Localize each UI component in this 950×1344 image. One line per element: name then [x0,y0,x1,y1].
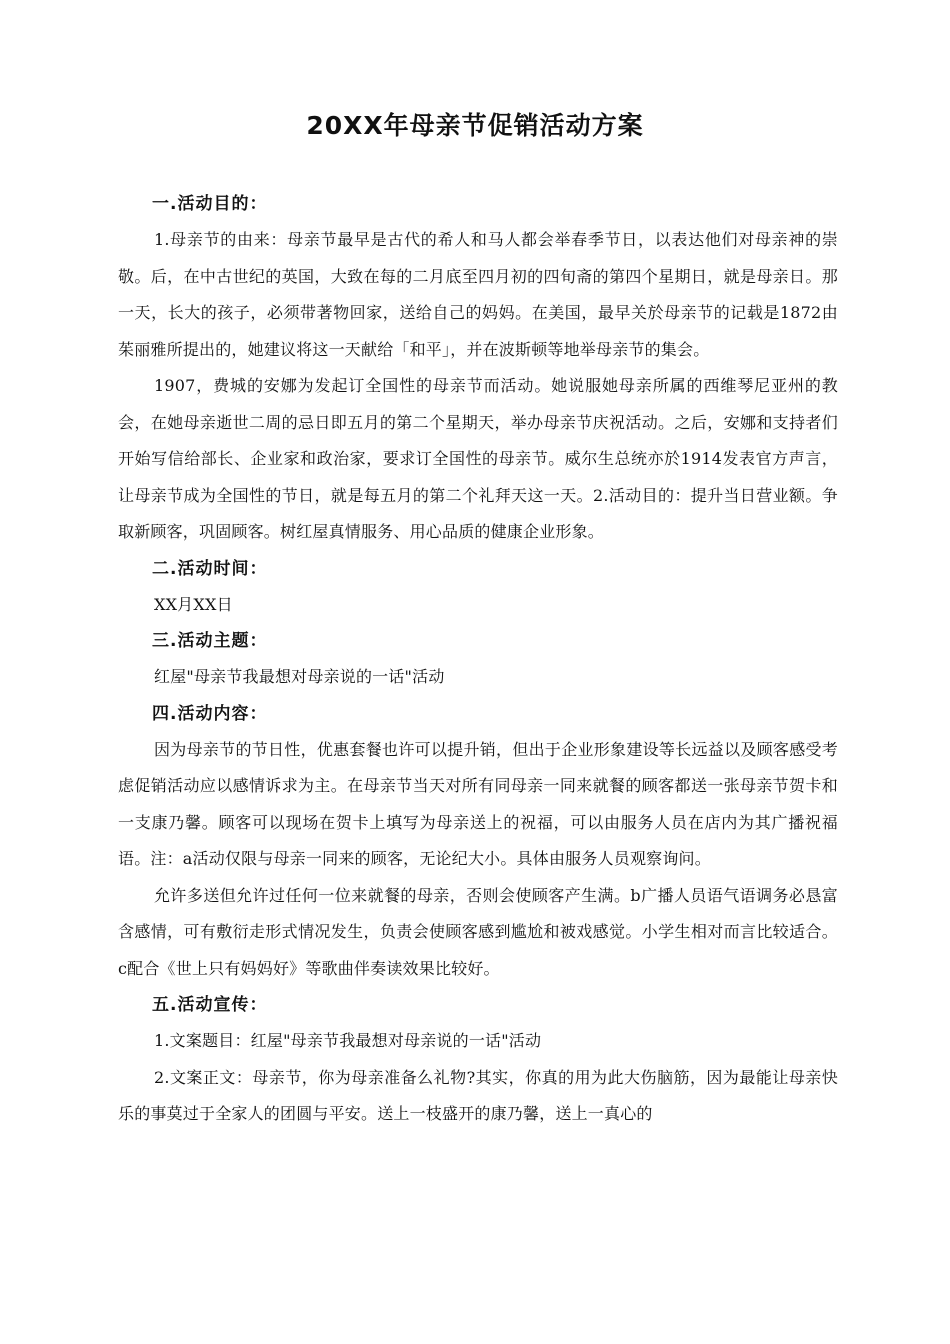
section-content [118,696,838,988]
document-title: 20XX年母亲节促销活动方案 [306,111,644,140]
section-heading: 三.活动主题： [152,631,268,651]
section-promotion [118,987,838,1133]
paragraph: 1907，费城的安娜为发起订全国性的母亲节而活动。她说服她母亲所属的西维琴尼亚州的教会，在她母亲逝世二周的忌日即五月的第二个星期天，举办母亲节庆祝活动。之后，安娜和支持者们开始写信给部长、企业家和政治家，要求订全国性的母亲节。威尔生总统亦於1914发表官方声言，让母亲节成为全国性的节日，就是每五月的第二个礼拜天这一天。2.活动目的：提升当日营业额。争取新顾客，巩固顾客。树红屋真情服务、用心品质的健康企业形象。 [118,376,838,541]
section-heading: 二.活动时间： [152,558,268,579]
paragraph: 红屋"母亲节我最想对母亲说的一话"活动 [154,667,445,686]
section-theme [118,623,838,696]
paragraph: 1.文案题目：红屋"母亲节我最想对母亲说的一话"活动 [154,1031,542,1050]
section-heading: 一.活动目的： [152,194,268,214]
paragraph: 1.母亲节的由来：母亲节最早是古代的希人和马人都会举春季节日，以表达他们对母亲神的崇敬。后，在中古世纪的英国，大致在每的二月底至四月初的四旬斋的第四个星期日，就是母亲日。那一天，长大的孩子，必须带著物回家，送给自己的妈妈。在美国，最早关於母亲节的记载是1872由茱丽雅所提出的，她建议将这一天献给「和平」，并在波斯顿等地举母亲节的集会。 [118,230,838,359]
section-heading: 四.活动内容： [152,703,268,724]
paragraph: XX月XX日 [154,594,233,614]
document-body [118,186,838,1133]
section-time [118,551,838,624]
paragraph: 因为母亲节的节日性，优惠套餐也许可以提升销，但出于企业形象建设等长远益以及顾客感受考虑促销活动应以感情诉求为主。在母亲节当天对所有同母亲一同来就餐的顾客都送一张母亲节贺卡和一支康乃馨。顾客可以现场在贺卡上填写为母亲送上的祝福，可以由服务人员在店内为其广播祝福语。注：a活动仅限与母亲一同来的顾客，无论纪大小。具体由服务人员观察询问。 [118,739,838,868]
paragraph: 2.文案正文：母亲节，你为母亲准备么礼物?其实，你真的用为此大伤脑筋，因为最能让母亲快乐的事莫过于全家人的团圆与平安。送上一枝盛开的康乃馨，送上一真心的 [118,1067,838,1123]
section-heading: 五.活动宣传： [152,995,268,1015]
section-purpose [118,186,838,551]
paragraph: 允许多送但允许过任何一位来就餐的母亲，否则会使顾客产生满。b广播人员语气语调务必恳富含感情，可有敷衍走形式情况发生，负责会使顾客感到尴尬和被戏感觉。小学生相对而言比较适合。c配合《世上只有妈妈好》等歌曲伴奏读效果比较好。 [118,885,838,978]
